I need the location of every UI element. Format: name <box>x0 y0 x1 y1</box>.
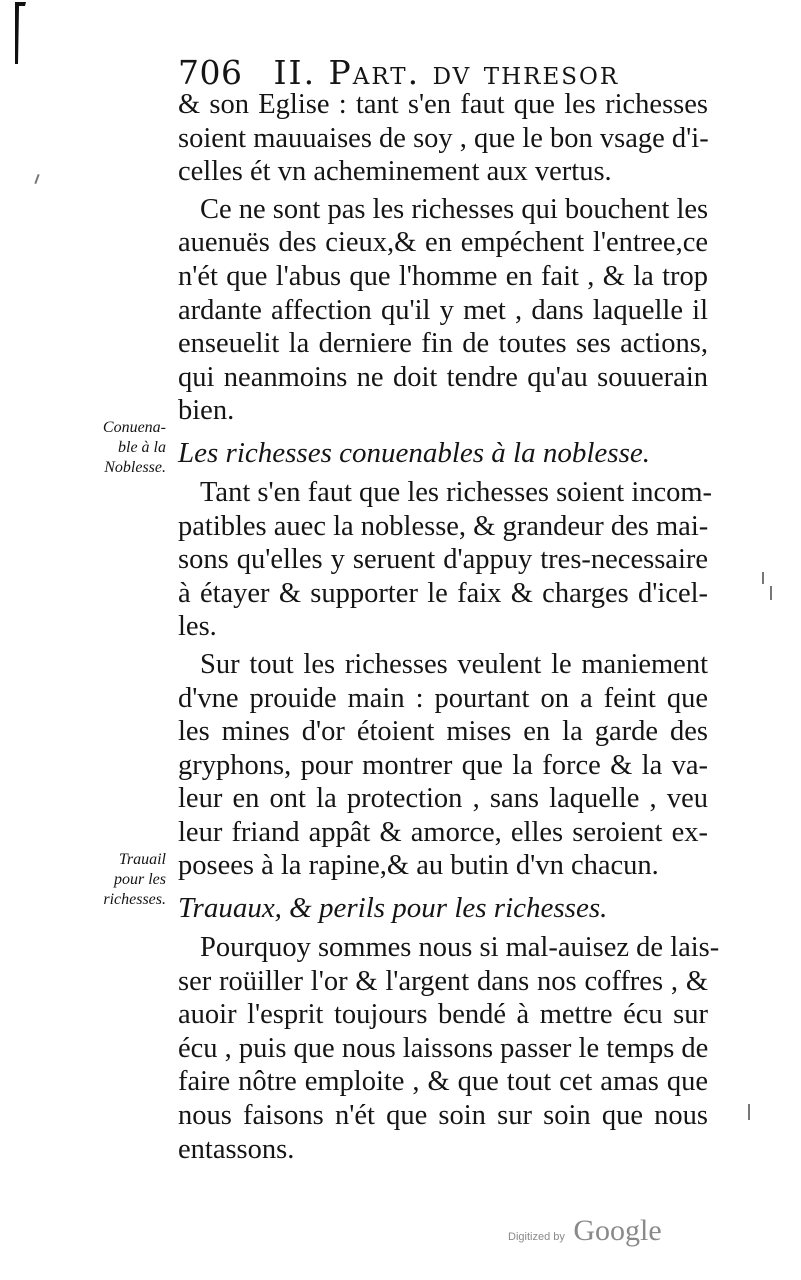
text-line: nous faisons n'ét que soin sur soin que nous <box>178 1100 708 1132</box>
text-line: sons qu'elles y seruent d'appuy tres-necessaire <box>178 544 708 576</box>
paper-speck <box>770 586 772 600</box>
paragraph-2 <box>178 193 708 428</box>
text-line: écu , puis que nous laissons passer le temps de <box>178 1032 709 1064</box>
text-line: soient mauuaises de soy , que le bon vsage d'i- <box>178 122 709 154</box>
text-line: Ce ne sont pas les richesses qui bouchent les <box>200 193 709 225</box>
text-line: ardante affection qu'il y met , dans laquelle il <box>178 294 708 326</box>
text-line: n'ét que l'abus que l'homme en fait , & la trop <box>178 260 708 292</box>
text-line: leur friand appât & amorce, elles seroient ex- <box>178 816 708 848</box>
text-line: patibles auec la noblesse, & grandeur des mai- <box>178 510 709 542</box>
margin-note-line: pour les <box>114 871 166 888</box>
paragraph-1 <box>178 88 708 189</box>
paper-speck <box>762 572 764 584</box>
text-line: Pourquoy sommes nous si mal-auisez de lais- <box>200 932 720 964</box>
text-line: ser roüiller l'or & l'argent dans nos coffres , & <box>178 965 708 997</box>
section-heading-1: Les richesses conuenables à la noblesse. <box>178 436 650 469</box>
text-line: leur en ont la protection , sans laquelle , veu <box>178 783 708 815</box>
text-line: Tant s'en faut que les richesses soient incom- <box>200 476 713 508</box>
digitized-by-label: Digitized by <box>508 1231 565 1243</box>
text-line: celles ét vn acheminement aux vertus. <box>178 156 612 188</box>
text-line: bien. <box>178 395 235 427</box>
paper-speck <box>34 174 39 184</box>
margin-note-line: ble à la <box>118 439 166 456</box>
margin-note-1 <box>76 418 166 478</box>
text-line: qui neanmoins ne doit tendre qu'au souuerain <box>178 361 708 393</box>
text-line: Sur tout les richesses veulent le maniement <box>200 648 708 680</box>
margin-note-2 <box>76 850 166 910</box>
text-line: posees à la rapine,& au butin d'vn chacun. <box>178 850 659 882</box>
text-line: auenuës des cieux,& en empéchent l'entree,ce <box>178 227 708 259</box>
margin-note-line: Trauail <box>118 851 166 868</box>
text-line: faire nôtre emploite , & que tout cet amas que <box>178 1066 708 1098</box>
text-line: les. <box>178 611 217 643</box>
page-corner-mark <box>12 0 28 66</box>
text-line: enseuelit la derniere fin de toutes ses actions, <box>178 328 708 360</box>
main-text <box>178 88 720 1166</box>
google-logo: Google <box>573 1214 662 1247</box>
text-line: à étayer & supporter le faix & charges d'icel- <box>178 577 708 609</box>
margin-note-line: richesses. <box>103 891 166 908</box>
section-heading-2: Trauaux, & perils pour les richesses. <box>178 892 608 925</box>
paragraph-5 <box>178 931 720 1166</box>
text-line: d'vne prouide main : pourtant on a feint que <box>178 682 708 714</box>
paragraph-3 <box>178 476 713 644</box>
text-line: gryphons, pour montrer que la force & la va- <box>178 749 708 781</box>
text-line: auoir l'esprit toujours bendé à mettre écu sur <box>178 999 708 1031</box>
text-line: & son Eglise : tant s'en faut que les richesses <box>178 89 708 120</box>
text-line: les mines d'or étoient mises en la garde des <box>178 716 708 748</box>
margin-note-line: Noblesse. <box>104 459 166 476</box>
page-number: 706 <box>178 53 243 92</box>
text-line: entassons. <box>178 1133 295 1165</box>
running-title: II. Part. dv thresor <box>273 53 620 92</box>
paper-speck <box>748 1104 750 1120</box>
digitized-by-google-watermark <box>508 1214 662 1248</box>
margin-note-line: Conuena- <box>102 419 166 436</box>
paragraph-4 <box>178 648 708 883</box>
